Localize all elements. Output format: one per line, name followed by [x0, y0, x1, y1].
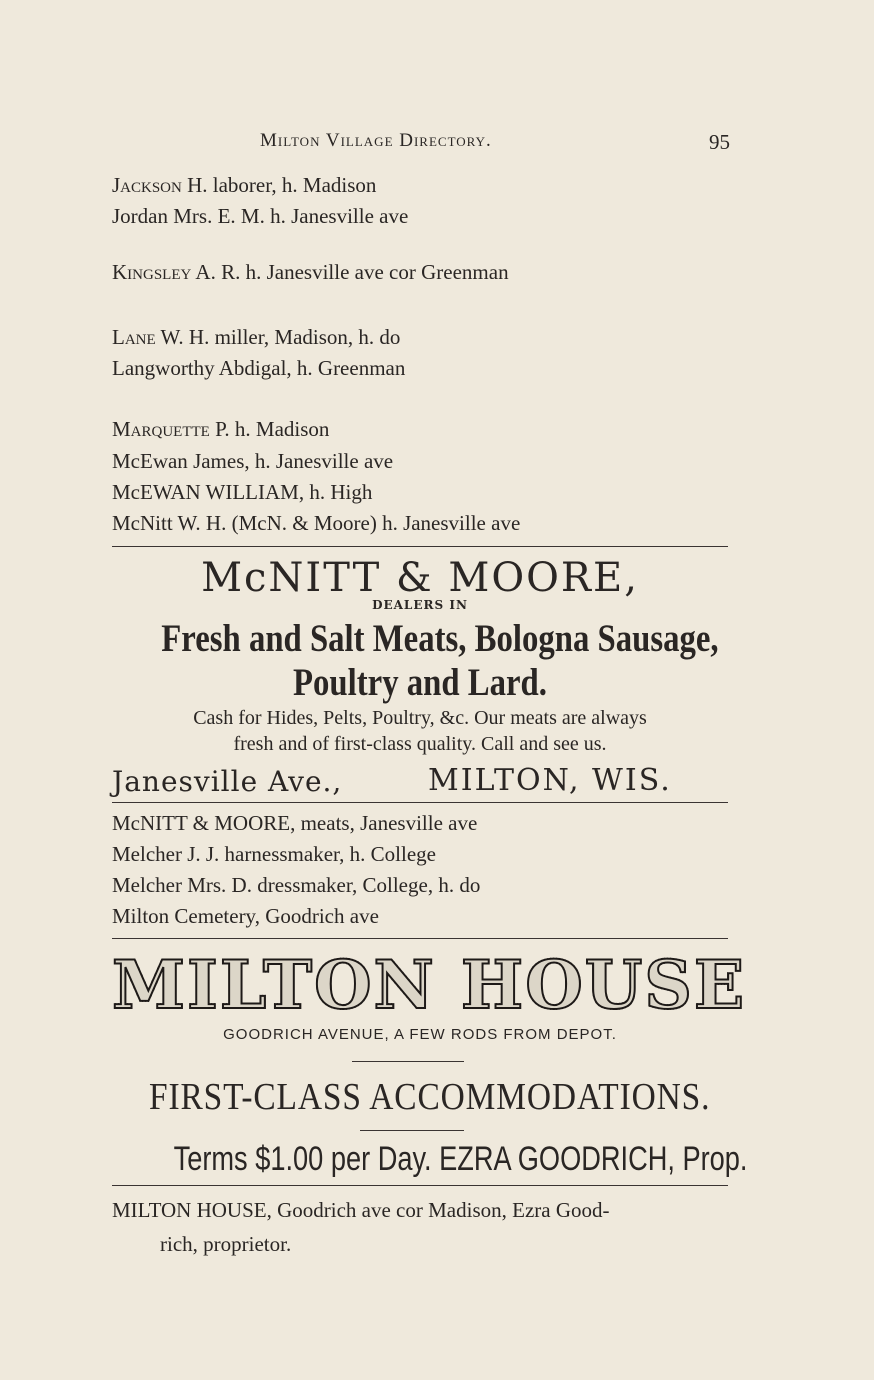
short-divider	[360, 1130, 464, 1131]
ad-address-street: Janesville Ave.,	[112, 765, 343, 798]
divider	[112, 802, 728, 803]
directory-entry: Melcher Mrs. D. dressmaker, College, h. do	[112, 873, 481, 897]
directory-entry: Melcher J. J. harnessmaker, h. College	[112, 842, 436, 866]
ad-address-town: MILTON, WIS.	[428, 763, 672, 798]
directory-entry: McNitt W. H. (McN. & Moore) h. Janesville ave	[112, 511, 521, 535]
directory-entry: MILTON HOUSE, Goodrich ave cor Madison, Ezra Good-	[112, 1198, 610, 1222]
ad-firm-name: McNITT & MOORE,	[201, 555, 639, 601]
ad-accommodations: FIRST-CLASS ACCOMMODATIONS.	[148, 1076, 711, 1118]
directory-entry: McEWAN WILLIAM, h. High	[112, 480, 373, 504]
ad-products-line2: Poultry and Lard.	[293, 661, 547, 704]
divider	[112, 1185, 728, 1186]
directory-entry: Milton Cemetery, Goodrich ave	[112, 904, 379, 928]
ad-hotel-name: MILTON HOUSE	[112, 946, 747, 1024]
ad-cash-line2: fresh and of first-class quality. Call and see us.	[233, 733, 607, 755]
ad-hotel-location: GOODRICH AVENUE, A FEW RODS FROM DEPOT.	[223, 1026, 617, 1043]
ad-terms: Terms $1.00 per Day. EZRA GOODRICH, Prop.	[173, 1140, 748, 1178]
divider	[112, 546, 728, 547]
ad-dealers-in: DEALERS IN	[372, 598, 468, 612]
directory-entry: McEwan James, h. Janesville ave	[112, 449, 394, 473]
running-title: Milton Village Directory.	[260, 130, 492, 151]
directory-entry: Jackson H. laborer, h. Madison	[112, 173, 377, 197]
directory-entry: Kingsley A. R. h. Janesville ave cor Greenman	[112, 260, 509, 284]
ad-products-line1: Fresh and Salt Meats, Bologna Sausage,	[161, 617, 719, 660]
directory-entry-continuation: rich, proprietor.	[160, 1232, 292, 1256]
directory-entry: Langworthy Abdigal, h. Greenman	[112, 356, 406, 380]
page-header	[110, 130, 730, 158]
page-number: 95	[709, 130, 730, 154]
directory-entry: McNITT & MOORE, meats, Janesville ave	[112, 811, 478, 835]
ad-cash-line1: Cash for Hides, Pelts, Poultry, &c. Our meats are always	[193, 707, 647, 729]
directory-entry: Jordan Mrs. E. M. h. Janesville ave	[112, 204, 409, 228]
divider	[112, 938, 728, 939]
directory-entry: Marquette P. h. Madison	[112, 417, 330, 441]
directory-entry: Lane W. H. miller, Madison, h. do	[112, 325, 401, 349]
short-divider	[352, 1061, 464, 1062]
